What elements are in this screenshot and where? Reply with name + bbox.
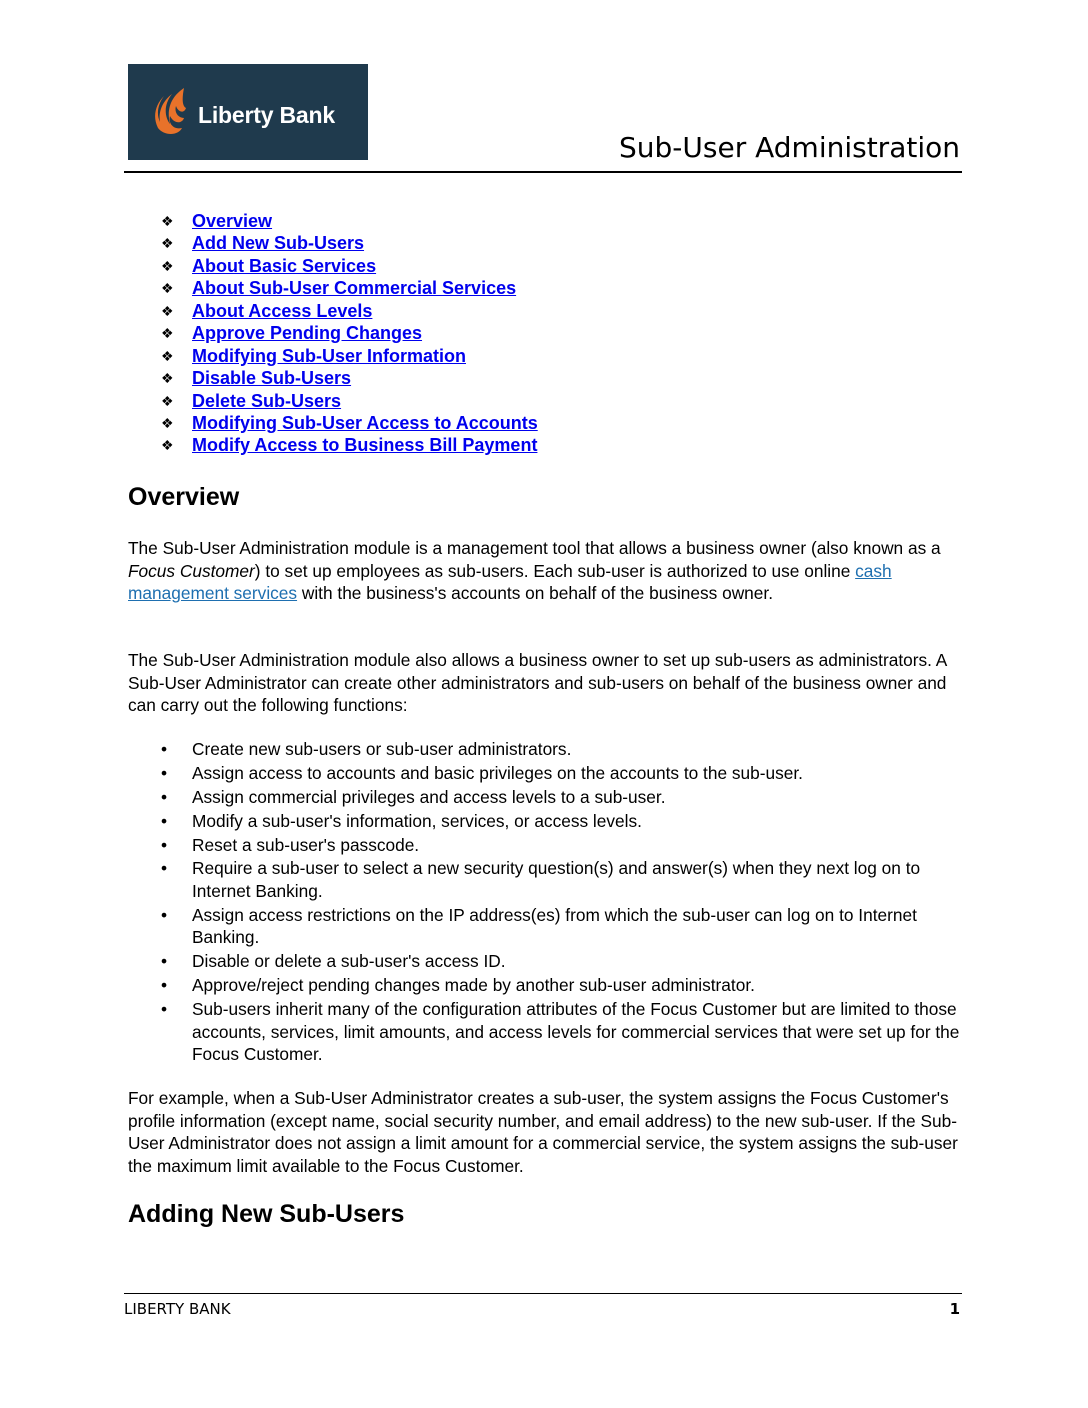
table-of-contents: [161, 210, 538, 457]
overview-heading: Overview: [128, 483, 240, 511]
list-item-text: Assign commercial privileges and access levels to a sub-user.: [192, 786, 666, 807]
list-item: [128, 786, 968, 809]
functions-list: [128, 738, 968, 1067]
toc-link-overview[interactable]: Overview: [192, 211, 273, 231]
diamond-bullet-icon: ❖: [161, 325, 174, 342]
list-item-text: Disable or delete a sub-user's access ID.: [192, 951, 506, 972]
list-item-text: Reset a sub-user's passcode.: [192, 834, 420, 855]
bullet-dot-icon: •: [161, 810, 168, 831]
diamond-bullet-icon: ❖: [161, 347, 174, 364]
diamond-bullet-icon: ❖: [161, 235, 174, 252]
list-item-text: Sub-users inherit many of the configuration attributes of the Focus Customer but are limited to those accounts, services, limit amounts, and access levels for commercial services that were set up for the Focus Customer.: [192, 999, 960, 1065]
p1-text-a: The Sub-User Administration module is a management tool that allows a business owner (also known as a: [128, 538, 941, 558]
list-item: [128, 738, 968, 761]
list-item: [128, 762, 968, 785]
bullet-dot-icon: •: [161, 999, 168, 1020]
toc-item: [161, 345, 538, 367]
toc-item: [161, 300, 538, 322]
diamond-bullet-icon: ❖: [161, 257, 174, 274]
diamond-bullet-icon: ❖: [161, 280, 174, 297]
overview-paragraph-1: [128, 537, 968, 605]
list-item-text: Assign access to accounts and basic privileges on the accounts to the sub-user.: [192, 762, 803, 783]
list-item: [128, 810, 968, 833]
footer-divider: [124, 1293, 962, 1294]
toc-item: [161, 412, 538, 434]
toc-item: [161, 390, 538, 412]
header-divider: [124, 171, 962, 173]
bullet-dot-icon: •: [161, 762, 168, 783]
toc-item: [161, 232, 538, 254]
bullet-dot-icon: •: [161, 739, 168, 759]
page-number: 1: [949, 1300, 960, 1318]
toc-link-pending-changes[interactable]: Approve Pending Changes: [192, 323, 423, 344]
toc-item: [161, 367, 538, 389]
toc-link-modifying-info[interactable]: Modifying Sub-User Information: [192, 345, 466, 366]
document-title: Sub-User Administration: [618, 131, 960, 164]
toc-link-bill-payment[interactable]: Modify Access to Business Bill Payment: [192, 435, 538, 456]
diamond-bullet-icon: ❖: [161, 213, 174, 229]
toc-item: [161, 277, 538, 299]
p1-text-c: with the business's accounts on behalf of the business owner.: [297, 583, 774, 603]
list-item: [128, 904, 968, 949]
toc-link-delete[interactable]: Delete Sub-Users: [192, 390, 342, 411]
cash-management-link[interactable]: cash management services: [128, 560, 892, 603]
list-item-text: Require a sub-user to select a new security question(s) and answer(s) when they next log on to Internet Banking.: [192, 858, 921, 901]
p1-emphasis: Focus Customer: [128, 560, 255, 581]
diamond-bullet-icon: ❖: [161, 370, 174, 387]
toc-item: [161, 210, 538, 232]
flame-icon: [150, 86, 194, 138]
logo-text: Liberty Bank: [198, 102, 335, 128]
diamond-bullet-icon: ❖: [161, 414, 174, 431]
toc-link-access-levels[interactable]: About Access Levels: [192, 300, 373, 321]
diamond-bullet-icon: ❖: [161, 437, 174, 454]
list-item: [128, 950, 968, 973]
toc-link-disable[interactable]: Disable Sub-Users: [192, 368, 352, 389]
diamond-bullet-icon: ❖: [161, 392, 174, 409]
list-item-text: Modify a sub-user's information, services, or access levels.: [192, 810, 642, 831]
overview-paragraph-3: For example, when a Sub-User Administrator creates a sub-user, the system assigns the Focus Customer's profile information (except name, social security number, and email address) to the new sub-user. If the Sub-User Administrator does not assign a limit amount for a commercial service, the system assigns the sub-user the maximum limit available to the Focus Customer.: [128, 1088, 958, 1176]
toc-item: [161, 322, 538, 344]
bullet-dot-icon: •: [161, 786, 168, 807]
diamond-bullet-icon: ❖: [161, 302, 174, 319]
toc-link-add-new-sub-users[interactable]: Add New Sub-Users: [192, 233, 365, 254]
list-item: [128, 834, 968, 857]
toc-link-basic-services[interactable]: About Basic Services: [192, 255, 377, 276]
list-item-text: Approve/reject pending changes made by another sub-user administrator.: [192, 975, 755, 996]
p1-text-b: ) to set up employees as sub-users. Each sub-user is authorized to use online: [254, 560, 856, 581]
list-item: [128, 998, 968, 1066]
bullet-dot-icon: •: [161, 904, 168, 925]
bullet-dot-icon: •: [161, 975, 168, 996]
list-item: [128, 857, 968, 902]
bullet-dot-icon: •: [161, 834, 168, 855]
toc-link-commercial-services[interactable]: About Sub-User Commercial Services: [192, 278, 517, 299]
bullet-dot-icon: •: [161, 951, 168, 972]
toc-link-account-access[interactable]: Modifying Sub-User Access to Accounts: [192, 412, 538, 433]
list-item-text: Create new sub-users or sub-user administrators.: [192, 739, 572, 759]
adding-sub-users-heading: Adding New Sub-Users: [128, 1200, 405, 1228]
bullet-dot-icon: •: [161, 858, 168, 879]
footer-bank-name: LIBERTY BANK: [124, 1300, 231, 1318]
toc-item: [161, 255, 538, 277]
overview-paragraph-2: The Sub-User Administration module also allows a business owner to set up sub-users as administrators. A Sub-User Administrator can create other administrators and sub-users on behalf of the business owner and can carry out the following functions:: [128, 650, 947, 715]
list-item-text: Assign access restrictions on the IP address(es) from which the sub-user can log on to Internet Banking.: [192, 904, 917, 948]
list-item: [128, 974, 968, 997]
liberty-bank-logo: [128, 64, 368, 160]
toc-item: [161, 434, 538, 456]
